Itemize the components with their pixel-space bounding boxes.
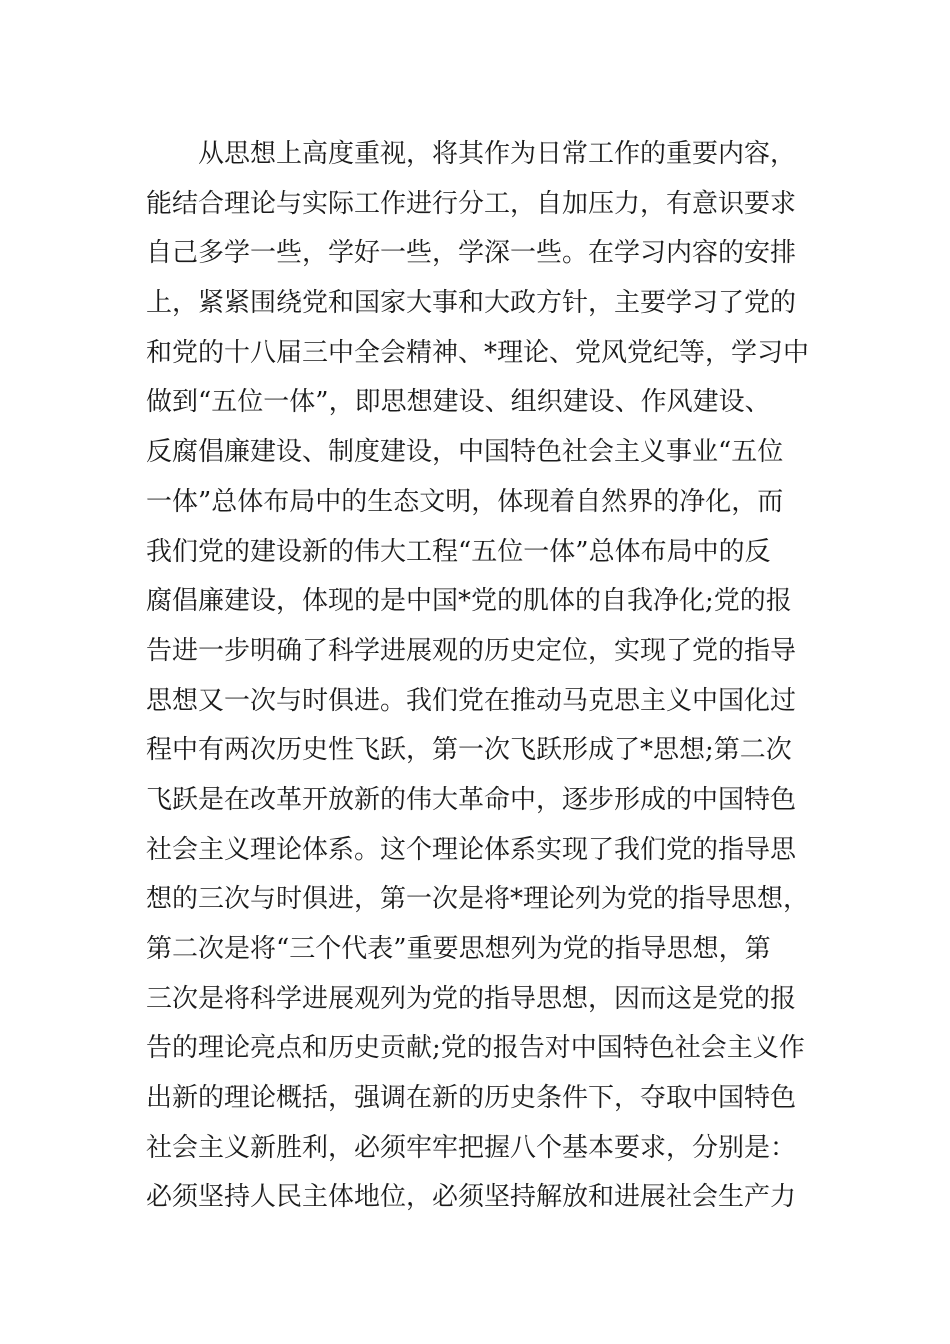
text-line: 第二次是将“三个代表”重要思想列为党的指导思想，第 xyxy=(146,934,771,964)
text-line: 从思想上高度重视，将其作为日常工作的重要内容， xyxy=(198,139,797,169)
text-line: 飞跃是在改革开放新的伟大革命中，逐步形成的中国特色 xyxy=(146,784,797,815)
text-line: 社会主义新胜利，必须牢牢把握八个基本要求，分别是： xyxy=(146,1132,797,1163)
text-line: 程中有两次历史性飞跃，第一次飞跃形成了*思想;第二次 xyxy=(146,735,792,766)
text-line: 做到“五位一体”，即思想建设、组织建设、作风建设、 xyxy=(146,387,771,418)
text-line: 一体”总体布局中的生态文明，体现着自然界的净化，而 xyxy=(146,486,784,517)
text-line: 反腐倡廉建设、制度建设，中国特色社会主义事业“五位 xyxy=(146,437,784,468)
text-line: 思想又一次与时俱进。我们党在推动马克思主义中国化过 xyxy=(146,685,797,716)
text-line: 社会主义理论体系。这个理论体系实现了我们党的指导思 xyxy=(146,834,797,865)
text-line: 腐倡廉建设，体现的是中国*党的肌体的自我净化;党的报 xyxy=(146,586,792,617)
text-line: 上，紧紧围绕党和国家大事和大政方针，主要学习了党的 xyxy=(146,288,797,319)
text-line: 自己多学一些，学好一些，学深一些。在学习内容的安排 xyxy=(146,238,797,269)
text-line: 和党的十八届三中全会精神、*理论、党风党纪等，学习中 xyxy=(146,337,810,368)
text-line: 出新的理论概括，强调在新的历史条件下，夺取中国特色 xyxy=(146,1083,797,1114)
text-line: 我们党的建设新的伟大工程“五位一体”总体布局中的反 xyxy=(146,536,771,567)
text-line: 想的三次与时俱进，第一次是将*理论列为党的指导思想， xyxy=(146,884,810,915)
text-line: 三次是将科学进展观列为党的指导思想，因而这是党的报 xyxy=(146,983,797,1014)
text-line: 必须坚持人民主体地位，必须坚持解放和进展社会生产力 xyxy=(146,1182,797,1213)
text-line: 告进一步明确了科学进展观的历史定位，实现了党的指导 xyxy=(146,635,797,666)
text-line: 告的理论亮点和历史贡献;党的报告对中国特色社会主义作 xyxy=(146,1033,805,1064)
body-paragraph xyxy=(146,130,816,1223)
text-line: 能结合理论与实际工作进行分工，自加压力，有意识要求 xyxy=(146,188,797,219)
